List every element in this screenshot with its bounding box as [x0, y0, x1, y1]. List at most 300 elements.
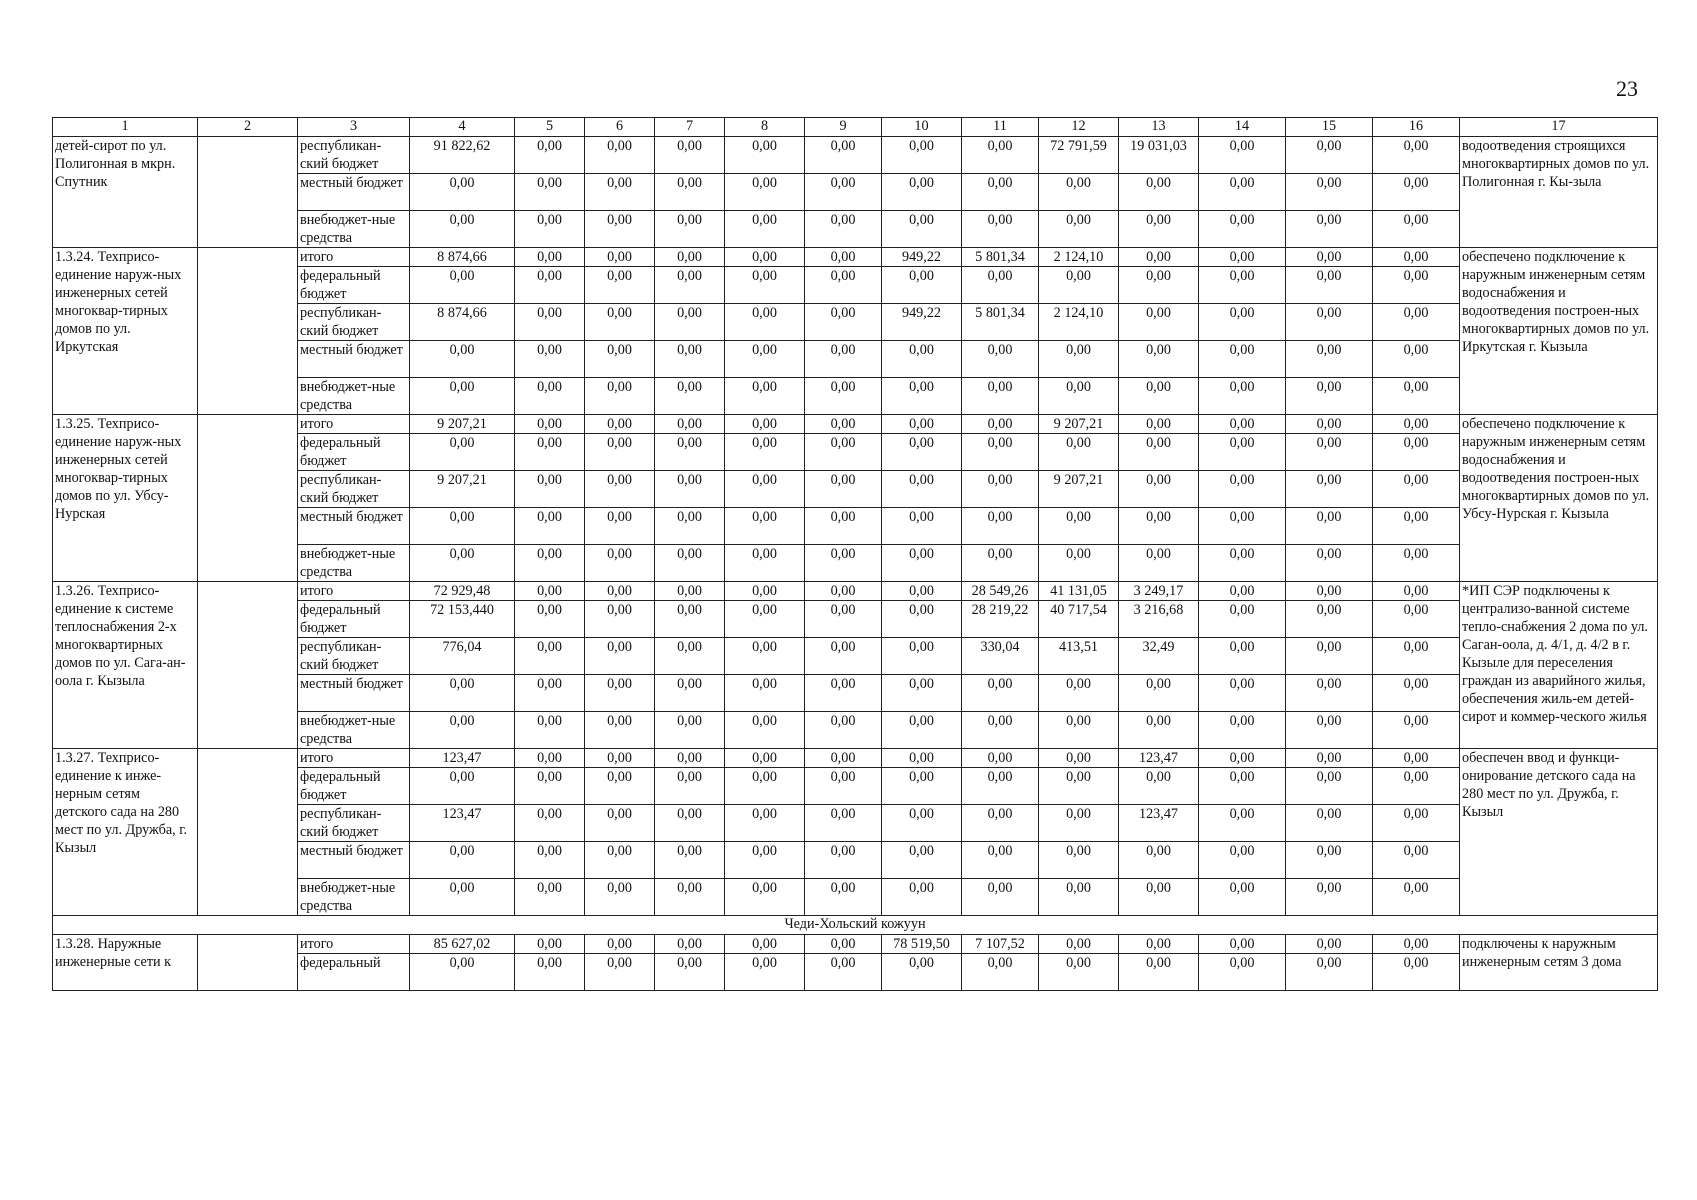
value-cell: 0,00: [1373, 638, 1460, 675]
value-cell: 0,00: [585, 675, 655, 712]
value-cell: 0,00: [805, 137, 882, 174]
expected-result: подключены к наружным инженерным сетям 3 дома: [1460, 935, 1658, 991]
funding-source: внебюджет-ные средства: [298, 378, 410, 415]
value-cell: 0,00: [725, 434, 805, 471]
value-cell: 0,00: [1119, 879, 1199, 916]
funding-source: республикан-ский бюджет: [298, 304, 410, 341]
value-cell: 28 219,22: [962, 601, 1039, 638]
executor-cell: [198, 582, 298, 749]
value-cell: 0,00: [1119, 471, 1199, 508]
value-cell: 0,00: [655, 211, 725, 248]
value-cell: 0,00: [725, 378, 805, 415]
value-cell: 0,00: [1373, 545, 1460, 582]
value-cell: 0,00: [1286, 805, 1373, 842]
value-cell: 0,00: [585, 545, 655, 582]
value-cell: 0,00: [882, 842, 962, 879]
value-cell: 32,49: [1119, 638, 1199, 675]
value-cell: 0,00: [882, 434, 962, 471]
value-cell: 0,00: [515, 582, 585, 601]
value-cell: 0,00: [882, 267, 962, 304]
value-cell: 0,00: [805, 842, 882, 879]
value-cell: 0,00: [1373, 601, 1460, 638]
value-cell: 0,00: [882, 545, 962, 582]
funding-source: внебюджет-ные средства: [298, 211, 410, 248]
value-cell: 0,00: [1199, 341, 1286, 378]
value-cell: 0,00: [655, 267, 725, 304]
value-cell: 0,00: [655, 471, 725, 508]
value-cell: 0,00: [1119, 211, 1199, 248]
value-cell: 0,00: [1039, 174, 1119, 211]
value-cell: 0,00: [805, 879, 882, 916]
value-cell: 0,00: [585, 434, 655, 471]
value-cell: 0,00: [515, 304, 585, 341]
funding-source: внебюджет-ные средства: [298, 879, 410, 916]
value-cell: 0,00: [882, 879, 962, 916]
value-cell: 0,00: [410, 434, 515, 471]
value-cell: 0,00: [655, 341, 725, 378]
value-cell: 0,00: [725, 935, 805, 954]
value-cell: 0,00: [515, 954, 585, 991]
value-cell: 0,00: [962, 675, 1039, 712]
value-cell: 0,00: [1119, 174, 1199, 211]
value-cell: 0,00: [725, 638, 805, 675]
value-cell: 0,00: [1039, 768, 1119, 805]
funding-source: местный бюджет: [298, 675, 410, 712]
value-cell: 9 207,21: [410, 471, 515, 508]
value-cell: 0,00: [1286, 211, 1373, 248]
value-cell: 9 207,21: [1039, 415, 1119, 434]
value-cell: 123,47: [410, 749, 515, 768]
value-cell: 0,00: [655, 415, 725, 434]
value-cell: 5 801,34: [962, 304, 1039, 341]
funding-source: местный бюджет: [298, 174, 410, 211]
value-cell: 0,00: [410, 842, 515, 879]
value-cell: 0,00: [962, 267, 1039, 304]
expected-result: обеспечено подключение к наружным инженерным сетям водоснабжения и водоотведения построен-ных многоквартирных домов по ул. Иркутская г. Кызыла: [1460, 248, 1658, 415]
region-row: [53, 916, 1658, 935]
expected-result: обеспечен ввод и функци-онирование детского сада на 280 мест по ул. Дружба, г. Кызыл: [1460, 749, 1658, 916]
value-cell: 0,00: [410, 267, 515, 304]
value-cell: 0,00: [962, 341, 1039, 378]
value-cell: 0,00: [1199, 712, 1286, 749]
value-cell: 0,00: [515, 879, 585, 916]
value-cell: 0,00: [515, 768, 585, 805]
value-cell: 0,00: [585, 341, 655, 378]
value-cell: 776,04: [410, 638, 515, 675]
value-cell: 0,00: [1119, 954, 1199, 991]
value-cell: 0,00: [655, 582, 725, 601]
value-cell: 0,00: [655, 749, 725, 768]
funding-source: внебюджет-ные средства: [298, 712, 410, 749]
value-cell: 0,00: [805, 935, 882, 954]
value-cell: 0,00: [882, 954, 962, 991]
value-cell: 0,00: [1039, 211, 1119, 248]
value-cell: 0,00: [882, 508, 962, 545]
value-cell: 0,00: [1199, 675, 1286, 712]
value-cell: 0,00: [1286, 638, 1373, 675]
value-cell: 0,00: [962, 712, 1039, 749]
table-body: [53, 118, 1658, 991]
value-cell: 0,00: [410, 954, 515, 991]
value-cell: 0,00: [962, 545, 1039, 582]
value-cell: 0,00: [1373, 341, 1460, 378]
value-cell: 5 801,34: [962, 248, 1039, 267]
measure-name: 1.3.25. Техприсо-единение наруж-ных инженерных сетей многоквар-тирных домов по ул. Убсу-Нурская: [53, 415, 198, 582]
value-cell: 0,00: [655, 842, 725, 879]
value-cell: 0,00: [585, 471, 655, 508]
value-cell: 0,00: [1286, 582, 1373, 601]
value-cell: 0,00: [585, 749, 655, 768]
value-cell: 0,00: [1373, 805, 1460, 842]
column-header: 9: [805, 118, 882, 137]
value-cell: 0,00: [1119, 675, 1199, 712]
region-title: Чеди-Хольский кожуун: [53, 916, 1658, 935]
value-cell: 0,00: [882, 137, 962, 174]
value-cell: 0,00: [1286, 471, 1373, 508]
column-header: 15: [1286, 118, 1373, 137]
value-cell: 0,00: [805, 378, 882, 415]
value-cell: 0,00: [585, 267, 655, 304]
value-cell: 0,00: [515, 712, 585, 749]
value-cell: 0,00: [962, 211, 1039, 248]
value-cell: 0,00: [882, 768, 962, 805]
value-cell: 0,00: [515, 471, 585, 508]
value-cell: 330,04: [962, 638, 1039, 675]
funding-source: республикан-ский бюджет: [298, 137, 410, 174]
value-cell: 0,00: [1373, 304, 1460, 341]
value-cell: 0,00: [1286, 341, 1373, 378]
value-cell: 0,00: [805, 248, 882, 267]
value-cell: 0,00: [882, 582, 962, 601]
value-cell: 0,00: [882, 174, 962, 211]
executor-cell: [198, 137, 298, 248]
value-cell: 0,00: [1286, 137, 1373, 174]
column-header: 4: [410, 118, 515, 137]
value-cell: 0,00: [962, 174, 1039, 211]
value-cell: 0,00: [725, 211, 805, 248]
value-cell: 0,00: [410, 712, 515, 749]
value-cell: 0,00: [962, 842, 1039, 879]
value-cell: 0,00: [1119, 415, 1199, 434]
value-cell: 0,00: [805, 267, 882, 304]
value-cell: 0,00: [1373, 248, 1460, 267]
value-cell: 0,00: [725, 248, 805, 267]
value-cell: 0,00: [962, 137, 1039, 174]
table-row: [53, 749, 1658, 768]
value-cell: 0,00: [1373, 508, 1460, 545]
value-cell: 78 519,50: [882, 935, 962, 954]
value-cell: 0,00: [962, 749, 1039, 768]
value-cell: 0,00: [1039, 842, 1119, 879]
value-cell: 0,00: [515, 842, 585, 879]
expected-result: обеспечено подключение к наружным инженерным сетям водоснабжения и водоотведения построен-ных многоквартирных домов по ул. Убсу-Нурская г. Кызыла: [1460, 415, 1658, 582]
value-cell: 0,00: [655, 805, 725, 842]
table-row: [53, 582, 1658, 601]
value-cell: 0,00: [655, 879, 725, 916]
value-cell: 0,00: [725, 415, 805, 434]
value-cell: 0,00: [585, 378, 655, 415]
value-cell: 0,00: [410, 378, 515, 415]
funding-source: итого: [298, 749, 410, 768]
value-cell: 0,00: [725, 675, 805, 712]
value-cell: 19 031,03: [1119, 137, 1199, 174]
value-cell: 8 874,66: [410, 248, 515, 267]
value-cell: 0,00: [1373, 842, 1460, 879]
value-cell: 0,00: [1373, 712, 1460, 749]
value-cell: 0,00: [1286, 601, 1373, 638]
value-cell: 0,00: [1373, 267, 1460, 304]
value-cell: 0,00: [655, 601, 725, 638]
value-cell: 0,00: [1199, 805, 1286, 842]
value-cell: 0,00: [585, 712, 655, 749]
value-cell: 0,00: [805, 415, 882, 434]
value-cell: 0,00: [1199, 582, 1286, 601]
value-cell: 0,00: [1286, 267, 1373, 304]
value-cell: 0,00: [962, 805, 1039, 842]
value-cell: 0,00: [515, 434, 585, 471]
value-cell: 72 929,48: [410, 582, 515, 601]
value-cell: 0,00: [655, 248, 725, 267]
value-cell: 0,00: [805, 174, 882, 211]
value-cell: 0,00: [1373, 415, 1460, 434]
value-cell: 0,00: [1373, 675, 1460, 712]
value-cell: 0,00: [1373, 174, 1460, 211]
value-cell: 0,00: [725, 842, 805, 879]
value-cell: 0,00: [1199, 137, 1286, 174]
value-cell: 0,00: [655, 378, 725, 415]
value-cell: 0,00: [962, 768, 1039, 805]
value-cell: 0,00: [962, 415, 1039, 434]
value-cell: 0,00: [1286, 842, 1373, 879]
value-cell: 0,00: [585, 211, 655, 248]
value-cell: 0,00: [882, 415, 962, 434]
value-cell: 0,00: [410, 211, 515, 248]
value-cell: 0,00: [1119, 712, 1199, 749]
value-cell: 0,00: [1286, 768, 1373, 805]
value-cell: 0,00: [1286, 378, 1373, 415]
value-cell: 7 107,52: [962, 935, 1039, 954]
table-row: [53, 248, 1658, 267]
value-cell: 0,00: [655, 434, 725, 471]
value-cell: 0,00: [962, 434, 1039, 471]
value-cell: 0,00: [410, 508, 515, 545]
funding-source: федеральный бюджет: [298, 267, 410, 304]
value-cell: 2 124,10: [1039, 304, 1119, 341]
value-cell: 0,00: [805, 805, 882, 842]
value-cell: 0,00: [1286, 935, 1373, 954]
value-cell: 0,00: [725, 341, 805, 378]
value-cell: 0,00: [515, 415, 585, 434]
value-cell: 85 627,02: [410, 935, 515, 954]
value-cell: 72 153,440: [410, 601, 515, 638]
value-cell: 0,00: [1286, 415, 1373, 434]
value-cell: 0,00: [882, 712, 962, 749]
value-cell: 0,00: [1373, 434, 1460, 471]
value-cell: 0,00: [1039, 675, 1119, 712]
value-cell: 0,00: [1039, 508, 1119, 545]
value-cell: 0,00: [805, 638, 882, 675]
value-cell: 0,00: [882, 675, 962, 712]
value-cell: 0,00: [1286, 954, 1373, 991]
value-cell: 9 207,21: [410, 415, 515, 434]
value-cell: 0,00: [1119, 508, 1199, 545]
value-cell: 0,00: [725, 304, 805, 341]
funding-source: республикан-ский бюджет: [298, 805, 410, 842]
value-cell: 0,00: [410, 768, 515, 805]
column-header: 6: [585, 118, 655, 137]
value-cell: 0,00: [515, 174, 585, 211]
value-cell: 0,00: [1373, 935, 1460, 954]
value-cell: 0,00: [962, 508, 1039, 545]
value-cell: 949,22: [882, 248, 962, 267]
value-cell: 0,00: [725, 174, 805, 211]
value-cell: 0,00: [1199, 434, 1286, 471]
column-header: 5: [515, 118, 585, 137]
value-cell: 0,00: [725, 712, 805, 749]
value-cell: 0,00: [1119, 768, 1199, 805]
value-cell: 949,22: [882, 304, 962, 341]
value-cell: 0,00: [1039, 749, 1119, 768]
value-cell: 0,00: [962, 378, 1039, 415]
column-header: 7: [655, 118, 725, 137]
executor-cell: [198, 749, 298, 916]
value-cell: 0,00: [1199, 248, 1286, 267]
column-header: 13: [1119, 118, 1199, 137]
value-cell: 0,00: [655, 638, 725, 675]
value-cell: 0,00: [962, 879, 1039, 916]
value-cell: 0,00: [515, 378, 585, 415]
value-cell: 0,00: [515, 248, 585, 267]
value-cell: 0,00: [655, 304, 725, 341]
value-cell: 0,00: [1039, 267, 1119, 304]
table-row: [53, 935, 1658, 954]
value-cell: 0,00: [585, 935, 655, 954]
column-header: 3: [298, 118, 410, 137]
funding-source: местный бюджет: [298, 341, 410, 378]
value-cell: 123,47: [1119, 805, 1199, 842]
value-cell: 0,00: [1373, 749, 1460, 768]
table-row: [53, 415, 1658, 434]
column-header: 11: [962, 118, 1039, 137]
value-cell: 0,00: [1286, 248, 1373, 267]
value-cell: 0,00: [725, 749, 805, 768]
value-cell: 0,00: [882, 341, 962, 378]
value-cell: 0,00: [1119, 842, 1199, 879]
page-number: 23: [1616, 76, 1638, 101]
value-cell: 0,00: [1286, 712, 1373, 749]
value-cell: 0,00: [410, 341, 515, 378]
value-cell: 0,00: [882, 378, 962, 415]
value-cell: 0,00: [1119, 378, 1199, 415]
executor-cell: [198, 248, 298, 415]
value-cell: 0,00: [1373, 768, 1460, 805]
column-header: 2: [198, 118, 298, 137]
value-cell: 0,00: [1373, 879, 1460, 916]
value-cell: 413,51: [1039, 638, 1119, 675]
value-cell: 0,00: [410, 545, 515, 582]
value-cell: 0,00: [1286, 879, 1373, 916]
value-cell: 0,00: [805, 712, 882, 749]
value-cell: 0,00: [585, 879, 655, 916]
funding-source: внебюджет-ные средства: [298, 545, 410, 582]
value-cell: 0,00: [1199, 545, 1286, 582]
measure-name: 1.3.26. Техприсо-единение к системе теплоснабжения 2-х многоквартирных домов по ул. Сага-ан-оола г. Кызыла: [53, 582, 198, 749]
value-cell: 72 791,59: [1039, 137, 1119, 174]
value-cell: 0,00: [805, 675, 882, 712]
value-cell: 2 124,10: [1039, 248, 1119, 267]
value-cell: 0,00: [515, 935, 585, 954]
value-cell: 0,00: [1039, 954, 1119, 991]
value-cell: 0,00: [1373, 954, 1460, 991]
value-cell: 0,00: [655, 137, 725, 174]
column-header: 10: [882, 118, 962, 137]
value-cell: 0,00: [1199, 304, 1286, 341]
value-cell: 0,00: [1119, 341, 1199, 378]
executor-cell: [198, 935, 298, 991]
funding-source: республикан-ский бюджет: [298, 471, 410, 508]
funding-source: итого: [298, 248, 410, 267]
funding-source: федеральный: [298, 954, 410, 991]
value-cell: 0,00: [805, 601, 882, 638]
value-cell: 0,00: [515, 545, 585, 582]
value-cell: 0,00: [410, 675, 515, 712]
value-cell: 0,00: [655, 954, 725, 991]
value-cell: 0,00: [805, 341, 882, 378]
value-cell: 0,00: [515, 508, 585, 545]
funding-source: федеральный бюджет: [298, 601, 410, 638]
value-cell: 0,00: [515, 675, 585, 712]
value-cell: 0,00: [515, 267, 585, 304]
measure-name: 1.3.27. Техприсо-единение к инже-нерным сетям детского сада на 280 мест по ул. Дружба, г. Кызыл: [53, 749, 198, 916]
value-cell: 0,00: [585, 582, 655, 601]
value-cell: 0,00: [1286, 304, 1373, 341]
value-cell: 0,00: [1199, 415, 1286, 434]
value-cell: 0,00: [1199, 267, 1286, 304]
value-cell: 0,00: [1119, 248, 1199, 267]
value-cell: 0,00: [1039, 545, 1119, 582]
measure-name: детей-сирот по ул. Полигонная в мкрн. Спутник: [53, 137, 198, 248]
value-cell: 0,00: [585, 174, 655, 211]
value-cell: 0,00: [725, 954, 805, 991]
value-cell: 0,00: [725, 805, 805, 842]
value-cell: 0,00: [585, 508, 655, 545]
expected-result: *ИП СЭР подключены к централизо-ванной системе тепло-снабжения 2 дома по ул. Саган-оола, д. 4/1, д. 4/2 в г. Кызыле для переселения граждан из аварийного жилья, обеспечения жиль-ем детей-сирот и коммер-ческого жилья: [1460, 582, 1658, 749]
value-cell: 0,00: [962, 471, 1039, 508]
value-cell: 0,00: [882, 638, 962, 675]
value-cell: 0,00: [882, 749, 962, 768]
value-cell: 0,00: [1286, 174, 1373, 211]
value-cell: 0,00: [805, 545, 882, 582]
value-cell: 0,00: [805, 954, 882, 991]
value-cell: 9 207,21: [1039, 471, 1119, 508]
value-cell: 0,00: [1199, 378, 1286, 415]
value-cell: 0,00: [1373, 378, 1460, 415]
value-cell: 0,00: [725, 508, 805, 545]
value-cell: 0,00: [515, 211, 585, 248]
value-cell: 123,47: [410, 805, 515, 842]
funding-source: местный бюджет: [298, 842, 410, 879]
expected-result: водоотведения строящихся многоквартирных домов по ул. Полигонная г. Кы-зыла: [1460, 137, 1658, 248]
value-cell: 0,00: [1119, 304, 1199, 341]
value-cell: 0,00: [725, 768, 805, 805]
value-cell: 0,00: [725, 471, 805, 508]
value-cell: 0,00: [805, 211, 882, 248]
value-cell: 0,00: [1199, 842, 1286, 879]
value-cell: 0,00: [410, 174, 515, 211]
value-cell: 0,00: [655, 712, 725, 749]
value-cell: 0,00: [585, 638, 655, 675]
value-cell: 123,47: [1119, 749, 1199, 768]
